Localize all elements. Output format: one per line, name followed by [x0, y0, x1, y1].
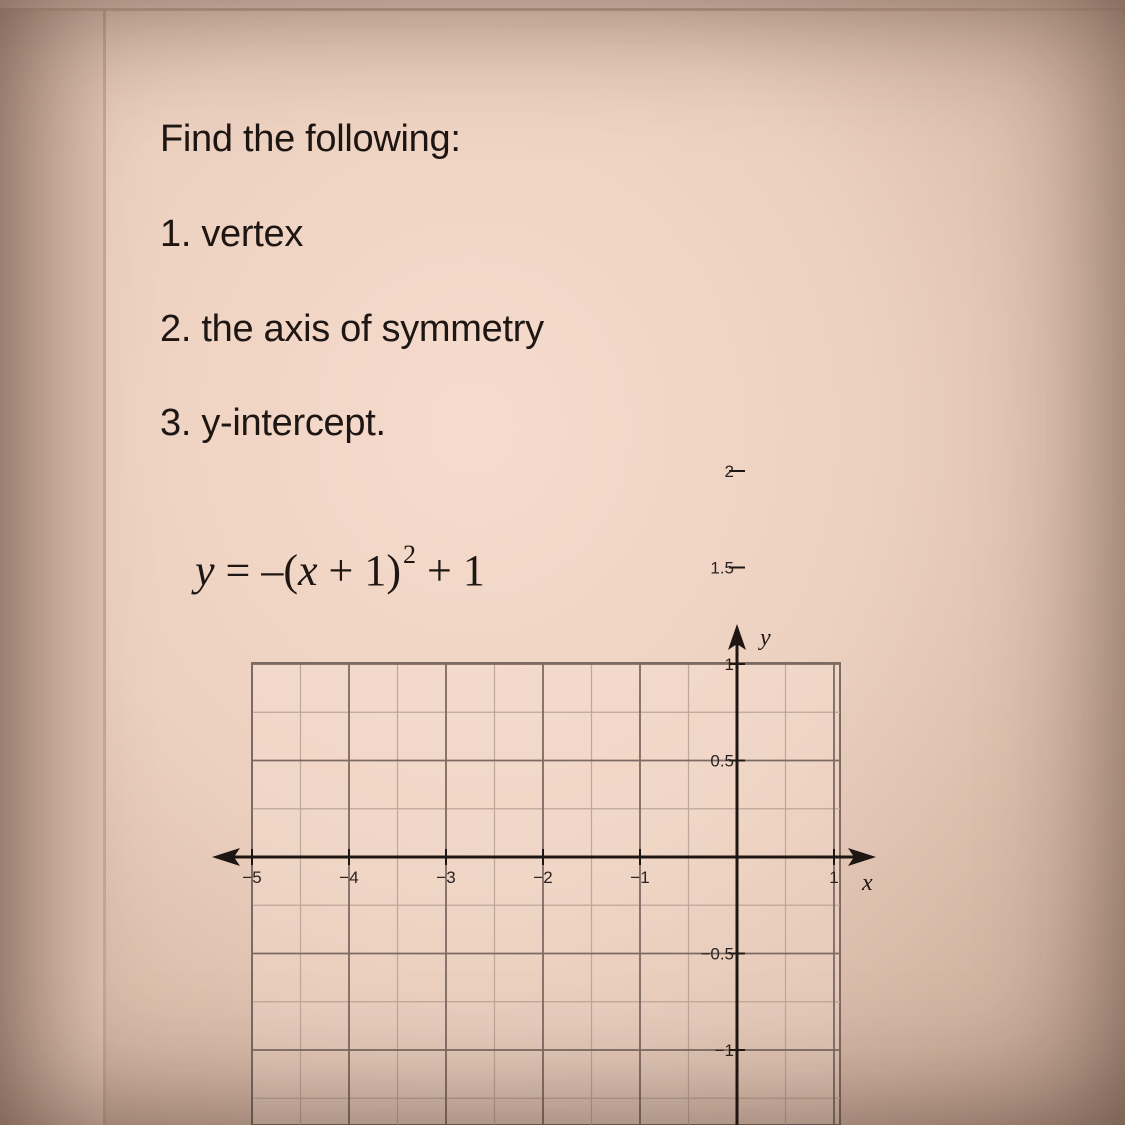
x-tick-label: −2: [533, 868, 553, 887]
y-tick-label: 2: [724, 462, 734, 481]
eq-equals: =: [225, 546, 251, 595]
minor-grid: [252, 663, 840, 1125]
item-axis-of-symmetry: 2. the axis of symmetry: [160, 308, 544, 350]
y-tick-label: −1: [714, 1041, 734, 1060]
y-tick-label: 1.5: [710, 558, 734, 578]
eq-plus-one: + 1: [328, 546, 387, 595]
y-tick-label: 0.5: [710, 751, 734, 771]
x-tick-label: −4: [339, 868, 359, 887]
y-tick-label: 1: [724, 655, 734, 674]
eq-constant: + 1: [427, 546, 485, 595]
eq-exponent: 2: [403, 540, 417, 569]
y-tick-label: −0.5: [700, 944, 734, 964]
x-axis-label: x: [862, 870, 873, 896]
x-tick-label: −1: [630, 868, 650, 887]
eq-close-paren: ): [386, 546, 402, 595]
grid-frame: [252, 663, 840, 1125]
eq-x: x: [298, 546, 318, 595]
x-tick-label: −5: [242, 868, 262, 887]
eq-negative: –: [261, 546, 284, 595]
eq-open-paren: (: [283, 546, 299, 595]
x-tick-label: 1: [829, 868, 839, 887]
item-y-intercept: 3. y-intercept.: [160, 402, 386, 444]
heading: Find the following:: [160, 118, 461, 160]
item-vertex: 1. vertex: [160, 213, 304, 255]
y-axis-label: y: [760, 625, 771, 651]
eq-y: y: [195, 546, 215, 595]
x-tick-label: −3: [436, 868, 456, 887]
